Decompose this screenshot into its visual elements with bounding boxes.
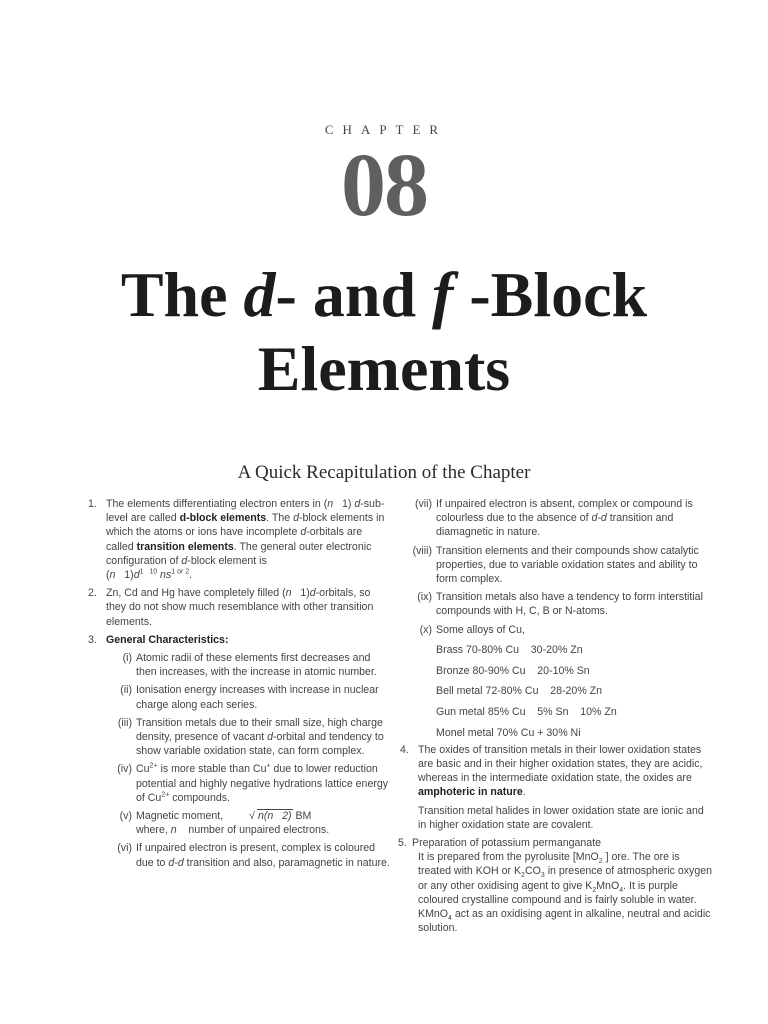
- chapter-title: [0, 258, 768, 406]
- electronic-configuration: (n $1)d^{1 10}$ $ns^{1 or 2}$.: [106, 568, 193, 582]
- sub-item-vi: (vi) If unpaired electron is present, complex is coloured due to d-d transition and also, paramagnetic in nature.: [117, 842, 390, 869]
- list-item-1: 1. The elements differentiating electron enters in (n 1) d-sub-level are called d-block elements. The d-block elements in which the atoms or ions have incomplete d-orbitals are called transition elements. The general outer electronic configuration of d-block element is (n $1)d^{1 10}$ $ns^{1 or 2}$.: [88, 498, 385, 582]
- magnetic-moment-formula: n(n 2): [257, 810, 292, 823]
- sub-item-ix: (ix) Transition metals also have a tendency to form interstitial compounds with H, C, B or N-atoms.: [417, 591, 703, 618]
- right-column: [400, 497, 712, 939]
- sub-item-x: (x) Some alloys of Cu,: [419, 623, 525, 636]
- sub-item-viii: (viii) Transition elements and their compounds show catalytic properties, due to variable oxidation states and ability to form complex.: [412, 544, 699, 586]
- general-characteristics-heading: General Characteristics:: [106, 633, 229, 646]
- kmno4-paragraph: It is prepared from the pyrolusite [MnO$_2$ ] ore. The ore is treated with KOH or $K_2CO_3$ in presence of atmospheric oxygen or any other oxidising agent to give $K_2MnO_4$. It is purple coloured crystalline compound and is fairly soluble in water. KMnO$_4$ act as an oxidising agent in alkaline, neutral and acidic solution.: [418, 851, 712, 935]
- alloy-bell-metal: Bell metal 72-80% Cu 28-20% Zn: [436, 685, 603, 698]
- chapter-label: CHAPTER: [324, 122, 448, 137]
- sub-item-v: (v) Magnetic moment, √ n(n 2) BM where, n number of unpaired electrons.: [119, 810, 330, 837]
- alloy-monel-metal: Monel metal 70% Cu + 30% Ni: [436, 726, 581, 739]
- chapter-number: 08: [341, 136, 427, 235]
- sub-item-ii: (ii) Ionisation energy increases with increase in nuclear charge along each series.: [120, 684, 379, 711]
- list-item-3: 3. General Characteristics:: [88, 633, 229, 646]
- kmno4-heading: Preparation of potassium permanganate: [412, 837, 602, 850]
- title-line-2: Elements: [257, 333, 511, 404]
- sub-item-i: (i) Atomic radii of these elements first decreases and then increases, with the increase in atomic number.: [122, 652, 377, 679]
- sub-item-iii: (iii) Transition metals due to their small size, high charge density, presence of vacant d-orbital and tendency to show variable oxidation state, can form complex.: [117, 716, 384, 758]
- title-line-1: The d- and f -Block: [120, 259, 648, 330]
- list-item-4: 4. The oxides of transition metals in their lower oxidation states are basic and in their higher oxidation states, they are acidic, whereas in the intermediate oxidation state, the oxides are amphoteric in nature.: [400, 743, 703, 799]
- left-column: [88, 497, 390, 874]
- section-subtitle: A Quick Recapitulation of the Chapter: [237, 462, 531, 483]
- alloy-bronze: Bronze 80-90% Cu 20-10% Sn: [436, 664, 590, 677]
- list-item-2: 2. Zn, Cd and Hg have completely filled (n 1)d-orbitals, so they do not show much resemblance with other transition elements.: [88, 587, 374, 628]
- sub-item-iv: (iv) $Cu^{2+}$ is more stable than Cu+ due to lower reduction potential and highly negative hydrations lattice energy of $Cu^{2+}$ compounds.: [117, 762, 389, 804]
- square-root-icon: √: [249, 810, 255, 823]
- alloy-gun-metal: Gun metal 85% Cu 5% Sn 10% Zn: [436, 705, 617, 718]
- sub-item-vii: (vii) If unpaired electron is absent, complex or compound is colourless due to the absence of d-d transition and diamagnetic in nature.: [414, 498, 693, 539]
- alloy-brass: Brass 70-80% Cu 30-20% Zn: [436, 643, 583, 656]
- list-item-5: 5. Preparation of potassium permanganate: [398, 837, 602, 850]
- halides-paragraph: Transition metal halides in lower oxidation state are ionic and in higher oxidation state are covalent.: [418, 804, 704, 831]
